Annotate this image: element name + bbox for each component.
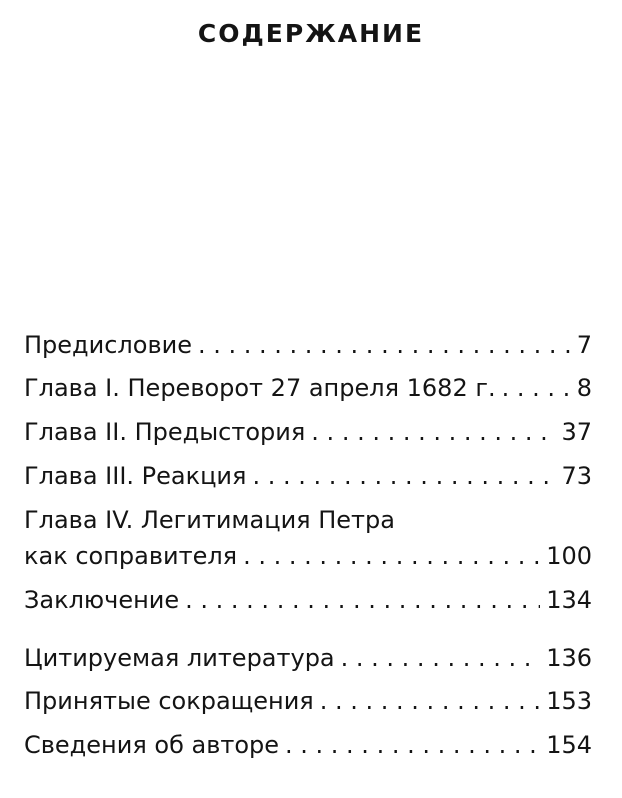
toc-entry-page: 100 xyxy=(546,542,592,570)
dot-leader xyxy=(198,329,571,361)
toc-entry-label: Принятые сокращения xyxy=(24,687,314,715)
dot-leader xyxy=(341,642,541,674)
toc-entry-page: 153 xyxy=(546,687,592,715)
toc-entry-label: Цитируемая литература xyxy=(24,644,335,672)
toc-entry-page: 8 xyxy=(576,374,592,402)
toc-entry-chapter-1[interactable] xyxy=(24,372,592,404)
toc-entry-chapter-4-line1[interactable]: Глава IV. Легитимация Петра xyxy=(24,506,395,534)
toc-entry-label: Сведения об авторе xyxy=(24,731,280,759)
toc-entry-chapter-2[interactable] xyxy=(24,416,592,448)
toc-entry-bibliography[interactable] xyxy=(24,642,592,674)
toc-entry-label: Предисловие xyxy=(24,331,192,359)
toc-entry-page: 73 xyxy=(561,462,592,490)
toc-entry-page: 37 xyxy=(561,418,592,446)
toc-entry-page: 134 xyxy=(546,586,592,614)
toc-entry-label: Глава II. Предыстория xyxy=(24,418,306,446)
toc-entry-chapter-4[interactable] xyxy=(24,540,592,572)
dot-leader xyxy=(285,729,540,761)
dot-leader xyxy=(185,584,540,616)
toc-entry-conclusion[interactable] xyxy=(24,584,592,616)
toc-entry-chapter-3[interactable] xyxy=(24,460,592,492)
toc-entry-preface[interactable] xyxy=(24,329,592,361)
dot-leader xyxy=(502,372,571,404)
toc-entry-page: 154 xyxy=(546,731,592,759)
toc-entry-label: Заключение xyxy=(24,586,180,614)
toc-entry-page: 136 xyxy=(546,644,592,672)
toc-entry-label: как соправителя xyxy=(24,542,238,570)
dot-leader xyxy=(311,416,555,448)
toc-entry-about-author[interactable] xyxy=(24,729,592,761)
toc-entry-label: Глава I. Переворот 27 апреля 1682 г. xyxy=(24,374,496,402)
page-title: СОДЕРЖАНИЕ xyxy=(197,19,425,48)
dot-leader xyxy=(243,540,540,572)
dot-leader xyxy=(252,460,555,492)
dot-leader xyxy=(320,685,540,717)
toc-entry-label: Глава III. Реакция xyxy=(24,462,247,490)
toc-entry-abbreviations[interactable] xyxy=(24,685,592,717)
toc-entry-page: 7 xyxy=(576,331,592,359)
